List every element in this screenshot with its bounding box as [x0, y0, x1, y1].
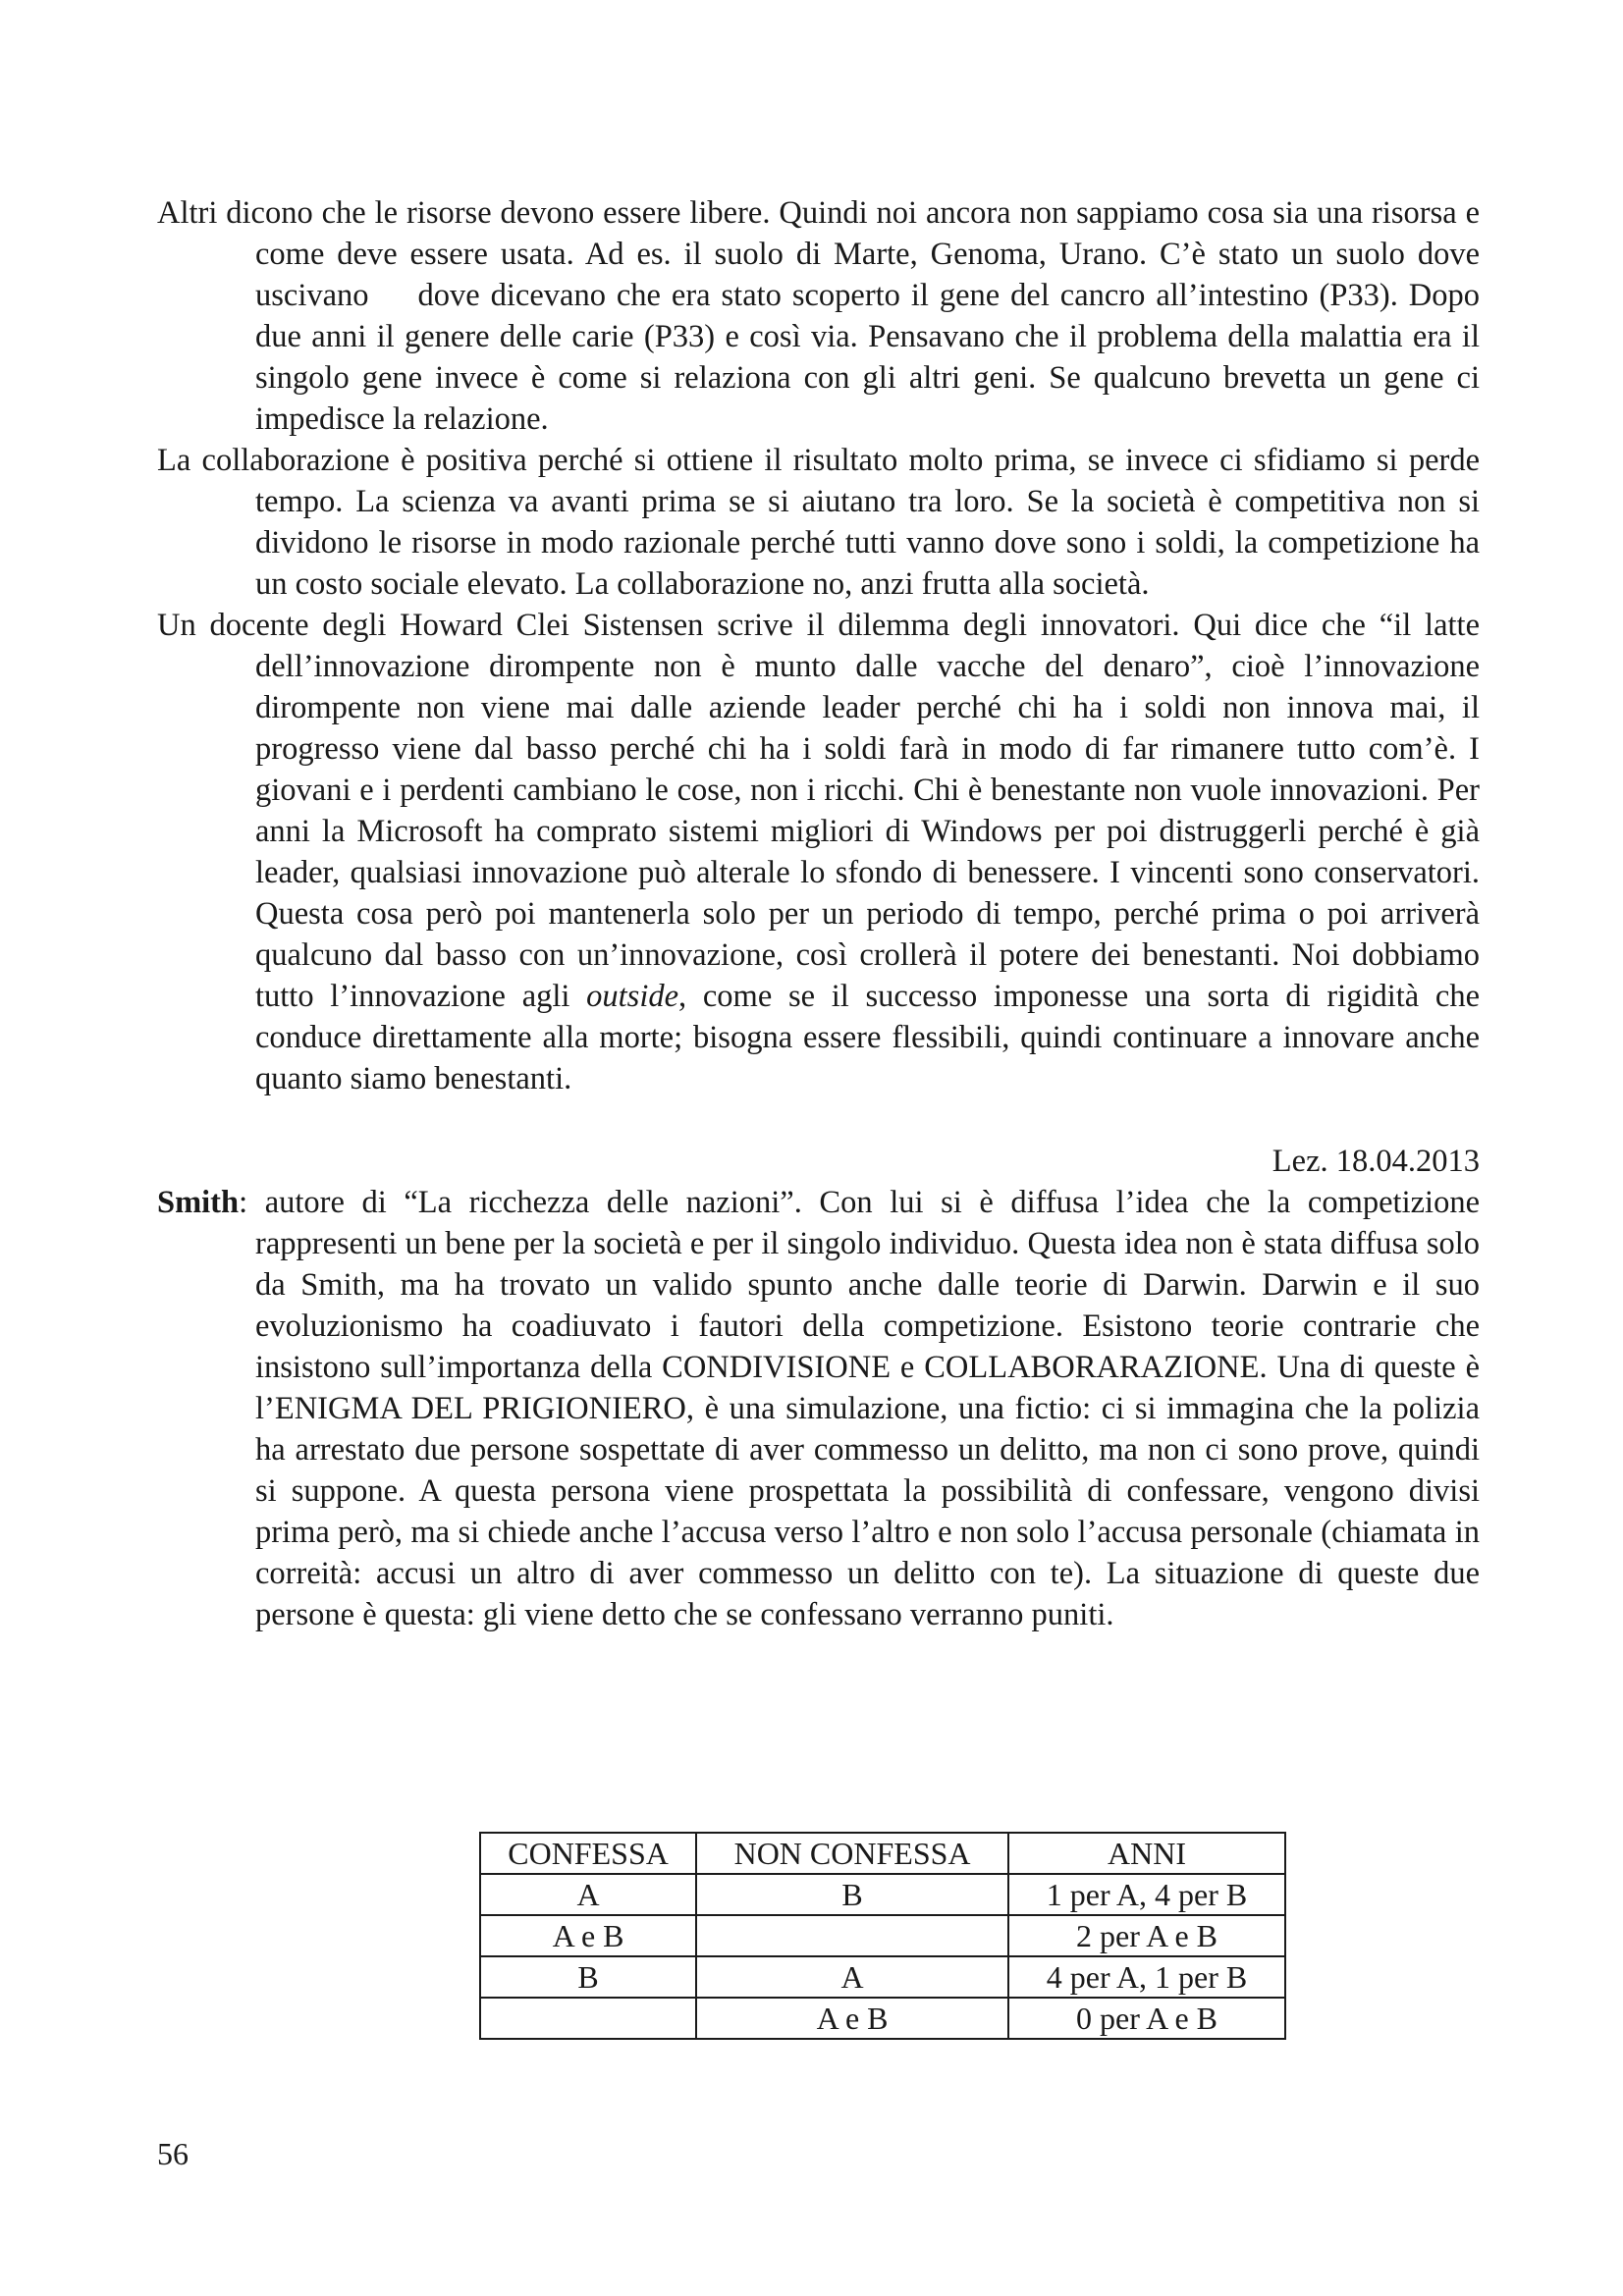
paragraph-collaboration: La collaborazione è positiva perché si ottiene il risultato molto prima, se invece ci sfidiamo si perde tempo. La scienza va avanti prima se si aiutano tra loro. Se la società è competitiva non si dividono le risorse in modo razionale perché tutti vanno dove sono i soldi, la competizione ha un costo sociale elevato. La collaborazione no, anzi frutta alla società. [157, 443, 1480, 602]
table-row [480, 1874, 1285, 1915]
header-anni: ANNI [1008, 1833, 1285, 1874]
table-cell: 4 per A, 1 per B [1008, 1956, 1285, 1998]
table-cell: 1 per A, 4 per B [1008, 1874, 1285, 1915]
table-cell: A [480, 1874, 696, 1915]
table-cell: A [696, 1956, 1008, 1998]
paragraph-innovators-text-a: Un docente degli Howard Clei Sistensen scrive il dilemma degli innovatori. Qui dice che “il latte dell’innovazione dirompente non è munto dalle vacche del denaro”, cioè l’innovazione dirompente non viene mai dalle aziende leader perché chi ha i soldi non innova mai, il progresso viene dal basso perché chi ha i soldi farà in modo di far rimanere tutto com’è. I giovani e i perdenti cambiano le cose, non i ricchi. Chi è benestante non vuole innovazioni. Per anni la Microsoft ha comprato sistemi migliori di Windows per poi distruggerli perché è già leader, qualsiasi innovazione può alterale lo sfondo di benessere. I vincenti sono conservatori. Questa cosa però poi mantenerla solo per un periodo di tempo, perché prima o poi arriverà qualcuno dal basso con un’innovazione, così crollerà il potere dei benestanti. Noi dobbiamo tutto l’innovazione agli [157, 608, 1480, 1014]
table-cell: A e B [696, 1998, 1008, 2039]
paragraph-smith-text: : autore di “La ricchezza delle nazioni”. Con lui si è diffusa l’idea che la competizione rappresenti un bene per la società e per il singolo individuo. Questa idea non è stata diffusa solo da Smith, ma ha trovato un valido spunto anche dalle teorie di Darwin. Darwin e il suo evoluzionismo ha coadiuvato i fautori della competizione. Esistono teorie contrarie che insistono sull’importanza della CONDIVISIONE e COLLABORARAZIONE. Una di queste è l’ENIGMA DEL PRIGIONIERO, è una simulazione, una fictio: ci si immagina che la polizia ha arrestato due persone sospettate di aver commesso un delitto, ma non ci sono prove, quindi si suppone. A questa persona viene prospettata la possibilità di confessare, vengono divisi prima però, ma si chiede anche l’accusa verso l’altro e non solo l’accusa personale (chiamata in correità: accusi un altro di aver commesso un delitto con te). La situazione di queste due persone è questa: gli viene detto che se confessano verranno puniti. [239, 1185, 1480, 1632]
paragraph-smith [157, 1182, 1480, 1635]
paragraph-resources [157, 192, 1480, 440]
paragraph-resources-text-b: dove dicevano che era stato scoperto il gene del cancro all’intestino (P33). Dopo due anni il genere delle carie (P33) e così via. Pensavano che il problema della malattia era il singolo gene invece è come si relaziona con gli altri geni. Se qualcuno brevetta un gene ci impedisce la relazione. [255, 278, 1480, 437]
prisoner-dilemma-table [479, 1832, 1286, 2040]
table-cell: A e B [480, 1915, 696, 1956]
page-number: 56 [157, 2136, 189, 2171]
table-cell [696, 1915, 1008, 1956]
table-row [480, 1998, 1285, 2039]
table-cell: 2 per A e B [1008, 1915, 1285, 1956]
header-confessa: CONFESSA [480, 1833, 696, 1874]
body-text [157, 192, 1480, 1635]
table-row [480, 1915, 1285, 1956]
lesson-date: Lez. 18.04.2013 [1271, 1144, 1480, 1179]
header-non-confessa: NON CONFESSA [696, 1833, 1008, 1874]
paragraph-innovators-dilemma [157, 605, 1480, 1099]
table-row [480, 1956, 1285, 1998]
table-cell [480, 1998, 696, 2039]
smith-heading: Smith [157, 1185, 240, 1220]
paragraph-resources-text-a: Altri dicono che le risorse devono essere libere. Quindi noi ancora non sappiamo cosa sia una risorsa e come deve essere usata. Ad es. il suolo di Marte, Genoma, Urano. C’è stato un suolo dove uscivano [157, 195, 1480, 313]
paragraph-innovators-text-b: , come se il successo imponesse una sorta di rigidità che conduce direttamente alla morte; bisogna essere flessibili, quindi continuare a innovare anche quanto siamo benestanti. [255, 979, 1481, 1096]
table-header-row [480, 1833, 1285, 1874]
table-cell: B [696, 1874, 1008, 1915]
table-cell: B [480, 1956, 696, 1998]
table-cell: 0 per A e B [1008, 1998, 1285, 2039]
italic-term-outside: outside [586, 979, 679, 1014]
